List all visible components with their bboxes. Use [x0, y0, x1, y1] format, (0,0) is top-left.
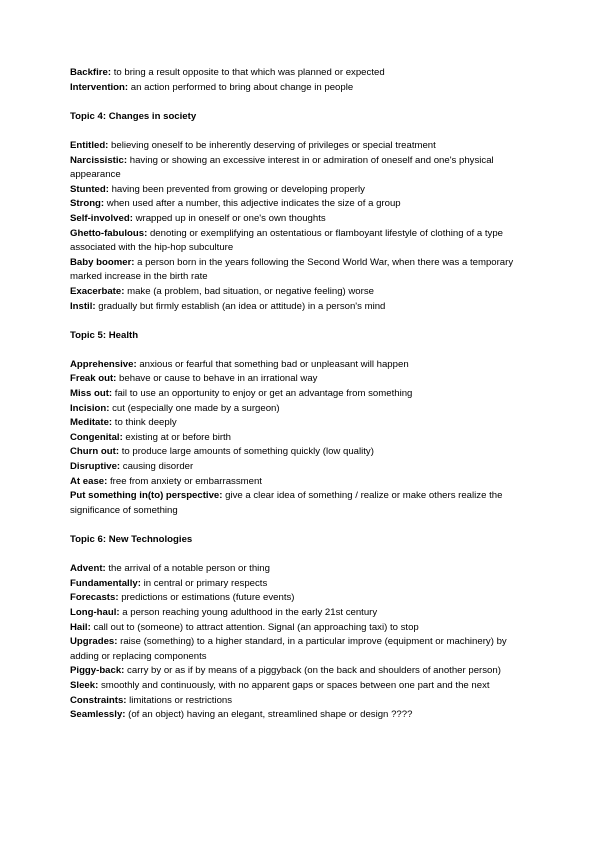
term-label: Forecasts:: [70, 592, 119, 604]
definition-entry: Miss out: fail to use an opportunity to enjoy or get an advantage from something: [70, 388, 413, 400]
term-label: Sleek:: [70, 679, 99, 691]
definition-entry: Self-involved: wrapped up in oneself or one's own thoughts: [70, 212, 326, 224]
definition-entry: Forecasts: predictions or estimations (future events): [70, 592, 295, 604]
section-heading: Topic 4: Changes in society: [70, 110, 197, 122]
term-label: Intervention:: [70, 81, 129, 93]
term-label: Apprehensive:: [70, 358, 137, 370]
term-label: Disruptive:: [70, 461, 121, 473]
definition-entry: Congenital: existing at or before birth: [70, 431, 232, 443]
definition-entry: Backfire: to bring a result opposite to that which was planned or expected: [70, 67, 385, 78]
term-label: Congenital:: [70, 431, 123, 443]
term-label: Piggy-back:: [70, 665, 125, 677]
definition-entry: Constraints: limitations or restrictions: [70, 694, 233, 706]
term-label: Stunted:: [70, 183, 109, 195]
term-label: Self-involved:: [70, 212, 133, 224]
definition-entry: Sleek: smoothly and continuously, with no apparent gaps or spaces between one part and the next: [70, 679, 490, 691]
definition-entry: Strong: when used after a number, this adjective indicates the size of a group: [70, 198, 401, 210]
definition-entry: Ghetto-fabulous: denoting or exemplifying an ostentatious or flamboyant lifestyle of clothing of a type associated with the hip-hop subculture: [70, 227, 503, 254]
term-label: Advent:: [70, 563, 106, 575]
section-heading: Topic 5: Health: [70, 329, 139, 341]
term-label: Instil:: [70, 300, 96, 312]
term-label: Constraints:: [70, 694, 127, 706]
definition-entry: Fundamentally: in central or primary respects: [70, 577, 268, 589]
definition-entry: Hail: call out to (someone) to attract attention. Signal (an approaching taxi) to stop: [70, 621, 419, 633]
term-label: Seamlessly:: [70, 709, 126, 721]
term-label: Freak out:: [70, 373, 117, 385]
definition-entry: Advent: the arrival of a notable person or thing: [70, 563, 270, 575]
definition-entry: Narcissistic: having or showing an excessive interest in or admiration of oneself and one's physical appearance: [70, 154, 494, 181]
term-label: Put something in(to) perspective:: [70, 490, 223, 502]
term-label: Ghetto-fabulous:: [70, 227, 148, 239]
term-label: Backfire:: [70, 67, 112, 78]
term-label: At ease:: [70, 475, 108, 487]
definition-entry: Entitled: believing oneself to be inherently deserving of privileges or special treatment: [70, 139, 436, 151]
term-label: Hail:: [70, 621, 91, 633]
definition-entry: Freak out: behave or cause to behave in an irrational way: [70, 373, 318, 385]
definition-list: [70, 66, 532, 723]
definition-entry: Stunted: having been prevented from growing or developing properly: [70, 183, 365, 195]
term-label: Upgrades:: [70, 636, 118, 648]
definition-entry: Upgrades: raise (something) to a higher standard, in a particular improve (equipment or machinery) by adding or replacing components: [70, 636, 507, 662]
definition-entry: Piggy-back: carry by or as if by means of a piggyback (on the back and shoulders of another person): [70, 665, 501, 677]
term-label: Narcissistic:: [70, 154, 128, 166]
term-label: Incision:: [70, 402, 110, 414]
term-label: Long-haul:: [70, 606, 120, 618]
term-label: Strong:: [70, 198, 105, 210]
term-label: Entitled:: [70, 139, 109, 151]
term-label: Churn out:: [70, 446, 120, 458]
definition-entry: Long-haul: a person reaching young adulthood in the early 21st century: [70, 606, 378, 618]
definition-entry: Churn out: to produce large amounts of something quickly (low quality): [70, 446, 374, 458]
definition-entry: Meditate: to think deeply: [70, 417, 177, 429]
term-label: Fundamentally:: [70, 577, 141, 589]
section-heading: Topic 6: New Technologies: [70, 534, 193, 545]
definition-entry: Exacerbate: make (a problem, bad situation, or negative feeling) worse: [70, 285, 374, 297]
term-label: Miss out:: [70, 388, 113, 400]
definition-entry: Intervention: an action performed to bring about change in people: [70, 81, 354, 93]
definition-entry: Put something in(to) perspective: give a clear idea of something / realize or make others realize the significance of something: [70, 490, 503, 516]
definition-entry: Instil: gradually but firmly establish (an idea or attitude) in a person's mind: [70, 300, 386, 312]
definition-entry: Apprehensive: anxious or fearful that something bad or unpleasant will happen: [70, 358, 409, 370]
term-label: Baby boomer:: [70, 256, 135, 268]
definition-entry: Seamlessly: (of an object) having an elegant, streamlined shape or design ????: [70, 709, 413, 721]
definition-entry: Disruptive: causing disorder: [70, 461, 194, 473]
definition-entry: Incision: cut (especially one made by a surgeon): [70, 402, 280, 414]
term-label: Meditate:: [70, 417, 113, 429]
definition-entry: Baby boomer: a person born in the years following the Second World War, when there was a temporary marked increase in the birth rate: [70, 256, 514, 283]
definition-entry: At ease: free from anxiety or embarrassment: [70, 475, 262, 487]
term-label: Exacerbate:: [70, 285, 125, 297]
